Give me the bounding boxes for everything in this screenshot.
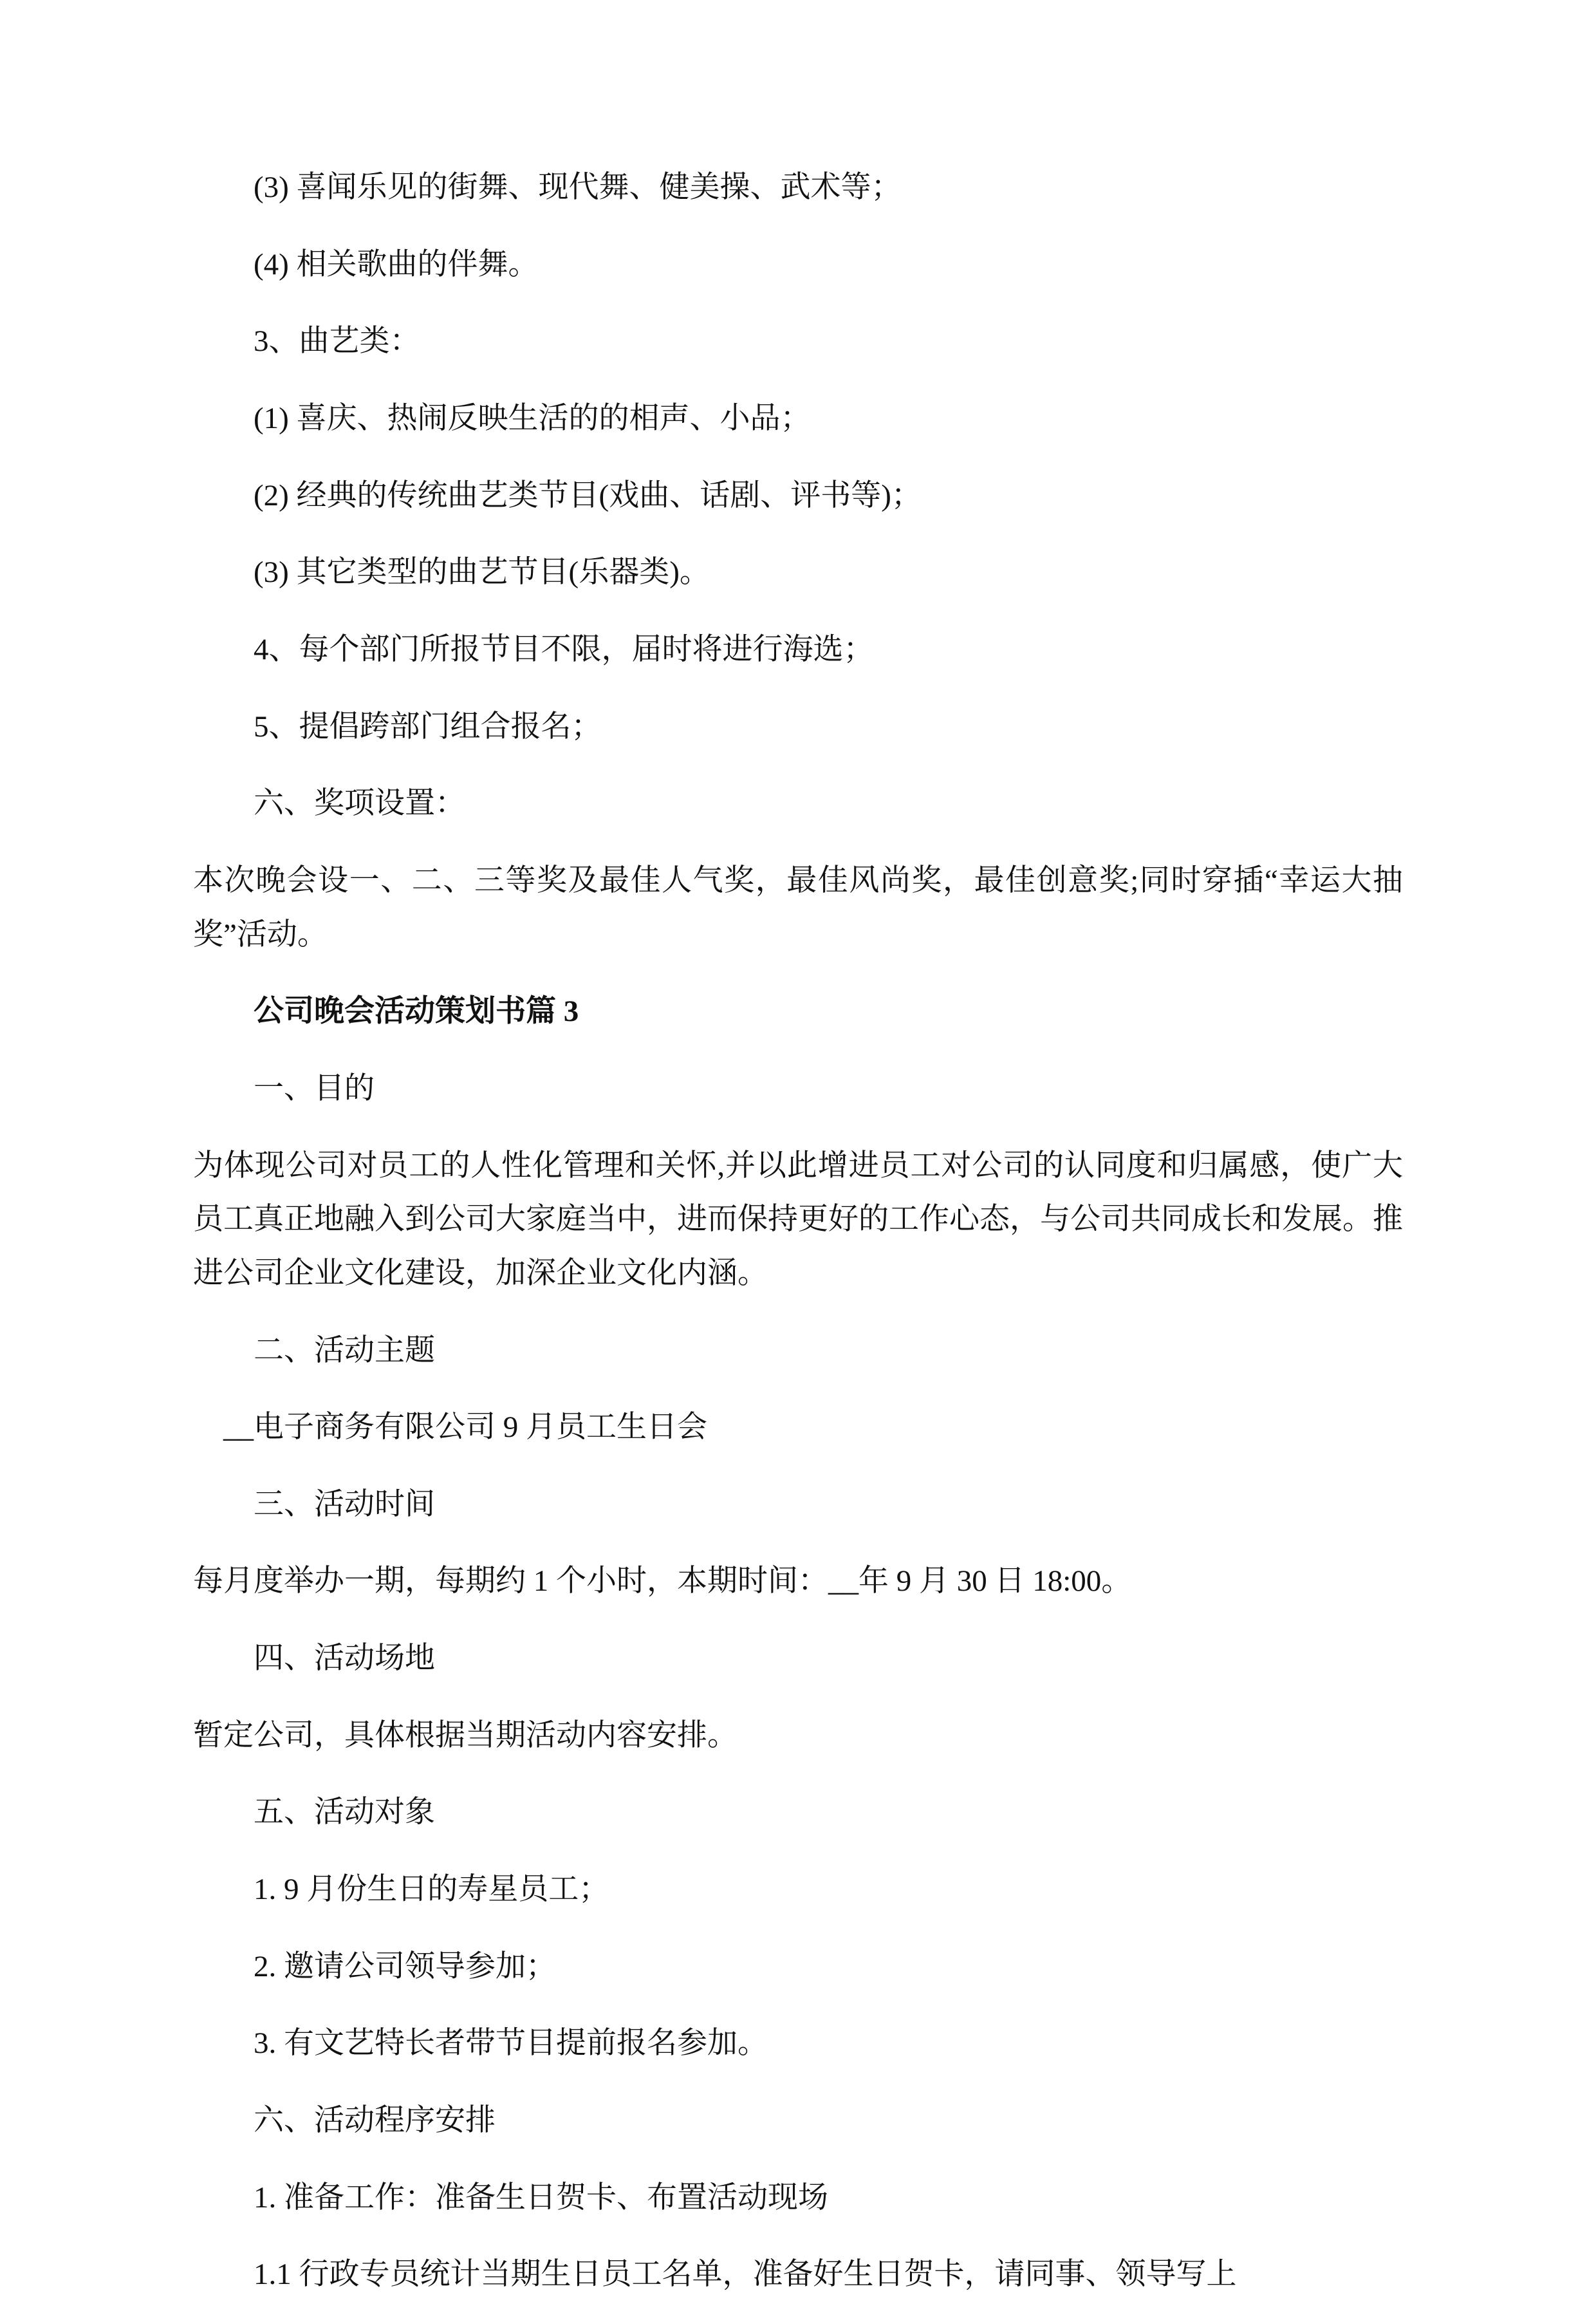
document-subtitle: 公司晚会活动策划书篇 3 [254,995,579,1029]
paragraph: 4、每个部门所报节目不限，届时将进行海选； [254,632,874,666]
paragraph: 为体现公司对员工的人性化管理和关怀,并以此增进员工对公司的认同度和归属感，使广大员工真正地融入到公司大家庭当中，进而保持更好的工作心态，与公司共同成长和发展。推进公司企业文化建设，加深企业文化内涵。 [193,1148,1403,1290]
paragraph: (3) 喜闻乐见的街舞、现代舞、健美操、武术等； [254,171,902,204]
paragraph: 3. 有文艺特长者带节目提前报名参加。 [254,2026,768,2061]
paragraph: 暂定公司，具体根据当期活动内容安排。 [193,1718,738,1752]
document-body [193,161,1403,2302]
paragraph: 每月度举办一期，每期约 1 个小时，本期时间：__年 9 月 30 日 18:00。 [193,1564,1132,1598]
paragraph: (4) 相关歌曲的伴舞。 [254,247,539,281]
paragraph: __电子商务有限公司 9 月员工生日会 [223,1410,707,1445]
paragraph: 1.1 行政专员统计当期生日员工名单，准备好生日贺卡，请同事、领导写上 [254,2258,1237,2292]
section-heading: 三、活动时间 [254,1487,435,1521]
section-heading: 四、活动场地 [254,1642,435,1676]
paragraph: (3) 其它类型的曲艺节目(乐器类)。 [254,556,710,590]
section-heading: 二、活动主题 [254,1333,435,1367]
section-heading: 六、奖项设置： [254,787,465,821]
paragraph: (2) 经典的传统曲艺类节目(戏曲、话剧、评书等)； [254,478,922,512]
paragraph: 1. 9 月份生日的寿星员工； [254,1873,609,1907]
section-heading: 一、目的 [254,1071,375,1105]
paragraph: 3、曲艺类： [254,324,420,359]
paragraph: 2. 邀请公司领导参加； [254,1949,556,1983]
section-heading: 五、活动对象 [254,1795,435,1829]
paragraph: 5、提倡跨部门组合报名； [254,709,602,744]
paragraph: 本次晚会设一、二、三等奖及最佳人气奖，最佳风尚奖，最佳创意奖;同时穿插“幸运大抽奖”活动。 [193,863,1403,951]
paragraph: 1. 准备工作：准备生日贺卡、布置活动现场 [254,2180,828,2214]
section-heading: 六、活动程序安排 [254,2104,496,2138]
paragraph: (1) 喜庆、热闹反映生活的的相声、小品； [254,401,811,435]
